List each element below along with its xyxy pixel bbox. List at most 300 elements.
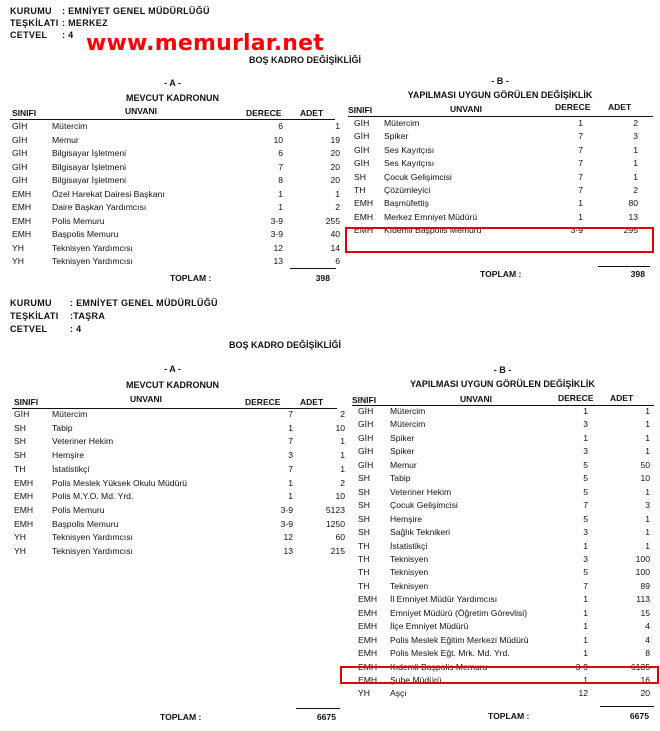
cell-sinifi: GİH: [358, 459, 374, 470]
cell-adet: 60: [335, 532, 345, 543]
col-derece: DERECE: [555, 102, 591, 112]
cell-adet: 50: [640, 459, 650, 470]
cell-derece: 5: [583, 459, 588, 470]
cell-derece: 13: [273, 256, 283, 266]
cell-sinifi: GİH: [358, 432, 374, 443]
total-rule: [296, 708, 340, 709]
cell-adet: 80: [628, 198, 638, 209]
cell-derece: 7: [583, 500, 588, 511]
cetvel-label: CETVEL: [10, 324, 48, 334]
cell-sinifi: TH: [358, 580, 370, 591]
cell-derece: 6: [278, 148, 283, 158]
cell-derece: 5: [583, 513, 588, 524]
cell-adet: 13: [628, 211, 638, 222]
cell-adet: 1: [335, 188, 340, 199]
col-adet: ADET: [300, 397, 324, 407]
cell-adet: 20: [330, 161, 340, 172]
cell-unvani: Sağlık Teknikeri: [390, 527, 451, 538]
total-rule: [290, 268, 336, 269]
b-letter: - B -: [491, 76, 509, 86]
cell-sinifi: GİH: [354, 144, 370, 155]
cell-unvani: Hemşire: [390, 513, 422, 524]
cell-derece: 1: [583, 594, 588, 605]
kurumu-label: KURUMU: [10, 298, 52, 308]
table-row: [352, 581, 654, 592]
cell-unvani: Teknisyen Yardımcısı: [52, 256, 133, 266]
table-row: [12, 463, 345, 475]
cell-adet: 89: [640, 580, 650, 591]
cell-adet: 1: [645, 432, 650, 443]
col-derece: DERECE: [245, 397, 281, 407]
cell-derece: 7: [288, 436, 293, 447]
cell-adet: 255: [325, 215, 340, 226]
cell-unvani: Emniyet Müdürü (Öğretim Görevlisi): [390, 607, 528, 618]
rule: [348, 116, 653, 117]
col-sinifi: SINIFI: [12, 108, 37, 118]
cell-derece: 3-9: [270, 229, 283, 239]
table-row: [352, 648, 654, 659]
cell-sinifi: EMH: [358, 648, 378, 659]
table-row: [348, 172, 653, 183]
col-derece: DERECE: [246, 108, 282, 118]
cell-adet: 3: [633, 131, 638, 142]
table-row: [348, 212, 653, 223]
cell-derece: 7: [578, 171, 583, 182]
cell-sinifi: SH: [358, 500, 370, 511]
cell-derece: 1: [278, 188, 283, 199]
cell-sinifi: GİH: [358, 406, 374, 416]
col-unvani: UNVANI: [125, 106, 157, 116]
cell-derece: 1: [583, 607, 588, 618]
a-total: 398: [315, 273, 330, 283]
cell-adet: 15: [640, 607, 650, 618]
cell-derece: 1: [288, 422, 293, 433]
toplam-label: TOPLAM :: [480, 269, 522, 279]
cell-sinifi: SH: [358, 473, 370, 484]
table-row: [352, 527, 654, 538]
table-row: [352, 406, 654, 417]
cell-sinifi: EMH: [358, 607, 378, 618]
col-derece: DERECE: [558, 393, 594, 403]
cell-adet: 4: [645, 621, 650, 632]
cell-unvani: Memur: [390, 459, 417, 470]
cell-sinifi: SH: [14, 422, 26, 433]
cell-derece: 1: [583, 675, 588, 685]
cell-adet: 1: [645, 527, 650, 538]
page-title: BOŞ KADRO DEĞİŞİKLİĞİ: [228, 340, 341, 350]
cell-adet: 1: [645, 406, 650, 416]
cell-derece: 7: [288, 409, 293, 419]
cell-sinifi: EMH: [354, 211, 374, 222]
cell-adet: 2: [633, 118, 638, 128]
table-row: [352, 621, 654, 632]
cell-adet: 4: [645, 634, 650, 645]
table-row: [10, 161, 340, 173]
cell-sinifi: GİH: [354, 131, 370, 142]
table-row: [348, 118, 653, 129]
cell-sinifi: YH: [14, 546, 26, 556]
cell-derece: 1: [583, 540, 588, 551]
col-adet: ADET: [300, 108, 324, 118]
kurumu-label: KURUMU: [10, 6, 52, 16]
cell-unvani: Teknisyen Yardımcısı: [52, 242, 133, 253]
cell-unvani: Özel Harekat Dairesi Başkanı: [52, 188, 165, 199]
table-row: [12, 518, 345, 530]
cell-unvani: Mütercim: [52, 121, 88, 131]
table-row: [10, 148, 340, 159]
cell-adet: 1250: [325, 518, 345, 529]
cell-unvani: Daire Başkan Yardımcısı: [52, 202, 147, 212]
col-sinifi: SINIFI: [352, 395, 377, 405]
cell-derece: 3-9: [280, 504, 293, 515]
table-row: [10, 256, 340, 267]
cell-adet: 20: [640, 688, 650, 699]
cell-sinifi: TH: [358, 540, 370, 551]
cell-adet: 10: [335, 491, 345, 502]
cell-unvani: İstatistikçi: [52, 463, 90, 474]
table-row: [352, 567, 654, 578]
cell-sinifi: SH: [358, 486, 370, 497]
cell-unvani: Çözümleyici: [384, 185, 431, 195]
table-row: [348, 198, 653, 209]
cell-unvani: Polis Meslek Eğt. Mrk. Md. Yrd.: [390, 648, 510, 659]
cell-derece: 3: [583, 527, 588, 538]
watermark: www.memurlar.net: [86, 31, 324, 56]
table-row: [10, 175, 340, 186]
table-row: [10, 121, 340, 132]
cell-unvani: Bilgisayar İşletmeni: [52, 175, 127, 185]
a-total: 6675: [316, 712, 336, 722]
table-row: [10, 134, 340, 146]
cell-unvani: Kıdemli Başpolis Memuru: [390, 661, 488, 672]
a-title: MEVCUT KADRONUN: [126, 380, 219, 390]
toplam-label: TOPLAM :: [160, 712, 202, 722]
cell-sinifi: GİH: [12, 148, 28, 158]
cell-derece: 1: [578, 118, 583, 128]
cell-sinifi: EMH: [12, 202, 32, 212]
cell-adet: 295: [623, 225, 638, 236]
cell-adet: 10: [640, 473, 650, 484]
cell-sinifi: EMH: [358, 661, 378, 672]
table-row: [12, 450, 345, 461]
cell-unvani: Polis Memuru: [52, 215, 105, 226]
cell-sinifi: EMH: [14, 477, 34, 488]
cell-derece: 12: [283, 532, 293, 543]
a-letter: - A -: [164, 364, 181, 374]
cell-derece: 5: [583, 486, 588, 497]
col-sinifi: SINIFI: [348, 105, 373, 115]
cell-unvani: Başpolis Memuru: [52, 518, 119, 529]
cell-sinifi: YH: [12, 242, 24, 253]
cell-derece: 1: [583, 648, 588, 659]
cell-adet: 40: [330, 229, 340, 239]
cell-adet: 5123: [325, 504, 345, 515]
table-row: [352, 635, 654, 646]
table-row: [352, 514, 654, 525]
cell-adet: 100: [635, 567, 650, 578]
cell-adet: 2: [633, 185, 638, 195]
cell-derece: 3-9: [575, 661, 588, 672]
cell-unvani: İstatistikçi: [390, 540, 428, 551]
cell-derece: 5: [583, 567, 588, 578]
table-row: [12, 477, 345, 489]
table-row: [348, 185, 653, 196]
col-adet: ADET: [610, 393, 634, 403]
cell-adet: 1: [633, 158, 638, 169]
cell-adet: 14: [330, 242, 340, 253]
cell-sinifi: EMH: [12, 188, 32, 199]
table-row: [12, 546, 345, 557]
cell-adet: 1: [340, 463, 345, 474]
cell-derece: 1: [278, 202, 283, 212]
cell-adet: 1: [645, 513, 650, 524]
table-row: [10, 242, 340, 254]
table-row: [352, 688, 654, 699]
cell-derece: 7: [578, 158, 583, 169]
cell-unvani: Kıdemli Başpolis Memuru: [384, 225, 482, 236]
cell-sinifi: YH: [358, 688, 370, 699]
cetvel-value: : 4: [70, 324, 82, 334]
cell-derece: 3: [583, 419, 588, 430]
teskilati-label: TEŞKİLATI: [10, 311, 59, 321]
cell-adet: 10: [335, 422, 345, 433]
cell-sinifi: YH: [12, 256, 24, 266]
table-row: [352, 487, 654, 498]
teskilati-label: TEŞKİLATI: [10, 18, 59, 28]
cell-sinifi: SH: [358, 527, 370, 538]
table-row: [10, 188, 340, 200]
cell-derece: 1: [583, 634, 588, 645]
a-letter: - A -: [164, 78, 181, 88]
cell-derece: 1: [288, 491, 293, 502]
cell-derece: 7: [578, 185, 583, 195]
table-row: [12, 504, 345, 516]
cell-sinifi: GİH: [354, 158, 370, 169]
cell-unvani: Teknisyen: [390, 580, 429, 591]
cell-adet: 215: [330, 546, 345, 556]
cell-unvani: Bilgisayar İşletmeni: [52, 161, 127, 172]
cell-derece: 13: [283, 546, 293, 556]
cell-derece: 1: [583, 432, 588, 443]
cell-adet: 16: [640, 675, 650, 685]
cell-unvani: Polis Memuru: [52, 504, 105, 515]
cell-derece: 3-9: [270, 215, 283, 226]
cell-derece: 3-9: [280, 518, 293, 529]
page-title: BOŞ KADRO DEĞİŞİKLİĞİ: [248, 55, 361, 65]
cell-adet: 1: [335, 121, 340, 131]
b-total: 398: [630, 269, 645, 279]
table-row: [352, 541, 654, 552]
cell-unvani: Başpolis Memuru: [52, 229, 119, 239]
cell-sinifi: EMH: [14, 504, 34, 515]
cell-sinifi: GİH: [12, 161, 28, 172]
total-rule: [600, 706, 654, 707]
cell-unvani: Polis Meslek Eğitim Merkezi Müdürü: [390, 634, 529, 645]
cell-unvani: Mütercim: [390, 419, 426, 430]
cell-sinifi: GİH: [358, 446, 374, 457]
cell-sinifi: EMH: [354, 198, 374, 209]
cell-sinifi: EMH: [354, 225, 374, 236]
kurumu-value: : EMNİYET GENEL MÜDÜRLÜĞÜ: [62, 6, 210, 16]
cell-sinifi: TH: [358, 567, 370, 578]
cetvel-value: : 4: [62, 30, 74, 40]
cell-unvani: Polis M.Y.O. Md. Yrd.: [52, 491, 134, 502]
cell-sinifi: EMH: [358, 594, 378, 605]
cell-adet: 1: [340, 450, 345, 461]
table-row: [352, 446, 654, 457]
cell-sinifi: SH: [14, 436, 26, 447]
cell-unvani: Şube Müdürü: [390, 675, 442, 685]
table-row: [348, 145, 653, 156]
teskilati-value: :TAŞRA: [70, 311, 106, 321]
cell-derece: 1: [583, 406, 588, 416]
col-sinifi: SINIFI: [14, 397, 39, 407]
table-row: [348, 158, 653, 169]
table-row: [352, 554, 654, 565]
teskilati-value: : MERKEZ: [62, 18, 108, 28]
cell-adet: 8: [645, 648, 650, 659]
table-row: [10, 202, 340, 213]
cell-unvani: Spiker: [390, 432, 415, 443]
cell-derece: 3: [288, 450, 293, 461]
cell-derece: 3-9: [570, 225, 583, 236]
table-row: [352, 608, 654, 619]
cell-sinifi: EMH: [358, 675, 378, 685]
cell-derece: 8: [278, 175, 283, 185]
cell-adet: 1: [633, 171, 638, 182]
b-total: 6675: [629, 711, 649, 721]
col-unvani: UNVANI: [460, 394, 492, 404]
cell-adet: 1: [645, 486, 650, 497]
cell-unvani: Çocuk Gelişimcisi: [390, 500, 458, 511]
table-row: [12, 422, 345, 434]
cell-unvani: Polis Meslek Yüksek Okulu Müdürü: [52, 477, 188, 488]
table-row: [10, 215, 340, 227]
cell-derece: 1: [583, 621, 588, 632]
table-row: [10, 229, 340, 240]
rule: [10, 119, 335, 120]
table-row: [352, 460, 654, 471]
cell-sinifi: GİH: [12, 175, 28, 185]
cell-unvani: Veteriner Hekim: [390, 486, 452, 497]
cell-unvani: Teknisyen Yardımcısı: [52, 532, 133, 543]
cell-derece: 1: [288, 477, 293, 488]
cell-sinifi: YH: [14, 532, 26, 543]
cell-sinifi: GİH: [358, 419, 374, 430]
toplam-label: TOPLAM :: [170, 273, 212, 283]
cell-adet: 2: [340, 477, 345, 488]
cell-sinifi: GİH: [14, 409, 30, 419]
table-row: [352, 500, 654, 511]
highlight-box: [345, 227, 654, 253]
cell-sinifi: GİH: [354, 118, 370, 128]
cell-adet: 3: [645, 500, 650, 511]
col-adet: ADET: [608, 102, 632, 112]
cell-unvani: İlçe Emniyet Müdürü: [390, 621, 469, 632]
cell-adet: 1: [633, 144, 638, 155]
cell-adet: 113: [636, 594, 650, 605]
cell-unvani: Tabip: [390, 473, 411, 484]
b-title: YAPILMASI UYGUN GÖRÜLEN DEĞİŞİKLİK: [407, 90, 593, 100]
table-row: [352, 433, 654, 444]
cell-derece: 7: [583, 580, 588, 591]
b-letter: - B -: [493, 365, 512, 375]
cell-derece: 6: [278, 121, 283, 131]
b-title: YAPILMASI UYGUN GÖRÜLEN DEĞİŞİKLİK: [410, 379, 595, 389]
cell-derece: 5: [583, 473, 588, 484]
cell-derece: 7: [578, 144, 583, 155]
highlight-box: [340, 666, 659, 684]
cell-sinifi: TH: [14, 463, 26, 474]
cell-adet: 19: [330, 134, 340, 145]
total-rule: [598, 266, 650, 267]
cell-adet: 20: [330, 148, 340, 158]
cell-unvani: Ses Kayıtçısı: [384, 158, 435, 169]
table-row: [12, 436, 345, 447]
cell-derece: 1: [578, 211, 583, 222]
cell-sinifi: GİH: [12, 134, 28, 145]
cell-derece: 3: [583, 553, 588, 564]
cell-unvani: Teknisyen Yardımcısı: [52, 546, 133, 556]
cell-derece: 12: [273, 242, 283, 253]
a-title: MEVCUT KADRONUN: [126, 93, 219, 103]
cell-unvani: Spiker: [384, 131, 409, 142]
cell-sinifi: EMH: [14, 518, 34, 529]
cell-sinifi: EMH: [12, 215, 32, 226]
cell-adet: 6: [335, 256, 340, 266]
cell-unvani: Spiker: [390, 446, 415, 457]
cell-sinifi: SH: [14, 450, 26, 461]
cell-derece: 7: [578, 131, 583, 142]
cell-adet: 100: [635, 553, 650, 564]
bottom-header: [10, 298, 218, 337]
cell-unvani: Çocuk Gelişimcisi: [384, 171, 452, 182]
cell-unvani: Teknisyen: [390, 567, 429, 578]
cell-sinifi: EMH: [358, 634, 378, 645]
cell-sinifi: EMH: [12, 229, 32, 239]
cell-sinifi: EMH: [358, 621, 378, 632]
table-row: [12, 491, 345, 502]
kurumu-value: : EMNİYET GENEL MÜDÜRLÜĞÜ: [70, 298, 218, 308]
cell-unvani: Merkez Emniyet Müdürü: [384, 211, 478, 222]
cell-derece: 1: [578, 198, 583, 209]
cell-unvani: Aşçı: [390, 688, 407, 699]
cell-adet: 20: [330, 175, 340, 185]
cell-adet: 1: [645, 446, 650, 457]
table-row: [348, 131, 653, 142]
cell-adet: 2: [335, 202, 340, 212]
cell-sinifi: SH: [358, 513, 370, 524]
cell-sinifi: EMH: [14, 491, 34, 502]
cell-unvani: Mütercim: [390, 406, 426, 416]
table-row: [352, 473, 654, 484]
cell-unvani: Memur: [52, 134, 79, 145]
table-row: [12, 532, 345, 543]
cell-unvani: Başmüfettiş: [384, 198, 429, 209]
table-row: [352, 594, 654, 605]
table-row: [352, 419, 654, 430]
cell-sinifi: TH: [354, 185, 366, 195]
cell-sinifi: GİH: [12, 121, 28, 131]
cell-derece: 12: [578, 688, 588, 699]
cell-unvani: Ses Kayıtçısı: [384, 144, 435, 155]
cell-unvani: Tabip: [52, 422, 73, 433]
cell-sinifi: TH: [358, 553, 370, 564]
cell-unvani: Teknisyen: [390, 553, 429, 564]
cell-adet: 1: [340, 436, 345, 447]
cell-adet: 1: [645, 419, 650, 430]
cell-adet: 2: [340, 409, 345, 419]
